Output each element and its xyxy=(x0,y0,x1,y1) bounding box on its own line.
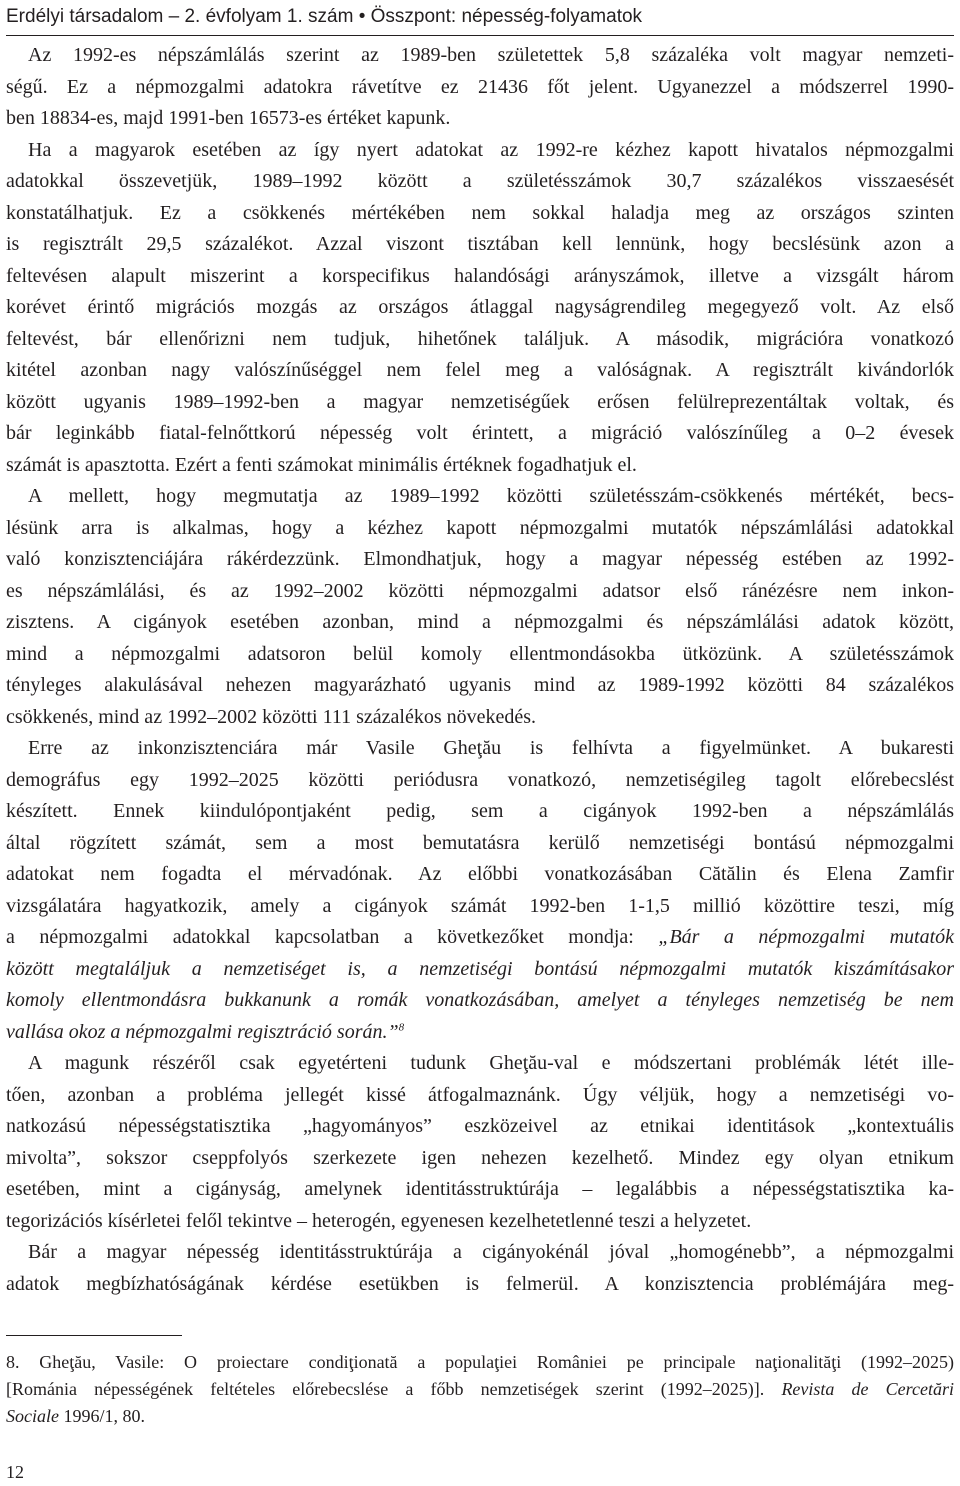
text-line xyxy=(6,1237,954,1269)
text-line xyxy=(6,1206,954,1238)
footnote-line xyxy=(6,1349,954,1376)
line-text: vallása okoz a népmozgalmi regisztráció során.” xyxy=(6,1020,399,1043)
text-line xyxy=(6,733,954,765)
text-line xyxy=(6,1174,954,1206)
line-text: tegorizációs kísérletei felől tekintve – heterogén, egyenesen kezelhetetlenné teszi a helyzetet. xyxy=(6,1209,752,1232)
line-text: adatok megbízhatóságának kérdése esetükben is felmerül. A konzisztencia problémájára meg- xyxy=(6,1272,954,1295)
line-text: vizsgálatára hagyatkozik, amely a cigányok számát 1992-ben 1-1,5 millió közöttire teszi, míg xyxy=(6,894,954,917)
text-line xyxy=(6,796,954,828)
text-line xyxy=(6,702,954,734)
line-text: között megtaláljuk a nemzetiséget is, a nemzetiségi bontású népmozgalmi mutatók kiszámításakor xyxy=(6,957,954,980)
line-text: számát is apasztotta. Ezért a fenti számokat minimális értéknek fogadhatjuk el. xyxy=(6,453,637,476)
text-line xyxy=(6,198,954,230)
text-line xyxy=(6,922,954,954)
line-text: es népszámlálási, és az 1992–2002 közötti népmozgalmi adatsor első ránézésre nem inkon- xyxy=(6,579,954,602)
line-text: ben 18834-es, majd 1991-ben 16573-es értéket kapunk. xyxy=(6,107,451,129)
line-text: mivolta”, sokszor cseppfolyós szerkezete igen nehezen kezelhető. Mindez egy olyan etnikum xyxy=(6,1146,954,1169)
text-line xyxy=(6,513,954,545)
text-line xyxy=(6,103,954,135)
text-line xyxy=(6,985,954,1017)
text-line xyxy=(6,72,954,104)
text-line xyxy=(6,261,954,293)
text-line xyxy=(6,229,954,261)
page-number: 12 xyxy=(6,1462,24,1482)
text-line xyxy=(6,954,954,986)
line-text: feltevésen alapult miszerint a korspecifikus halandósági arányszámok, illetve a vizsgált három xyxy=(6,264,954,287)
line-text: való konzisztenciájára rákérdezzünk. Elmondhatjuk, hogy a magyar népesség estében az 1992- xyxy=(6,548,954,570)
text-line xyxy=(6,135,954,167)
line-text: Bár a magyar népesség identitásstruktúrája a cigányokénál jóval „homogénebb”, a népmozgalmi xyxy=(28,1241,954,1263)
line-text: demográfus egy 1992–2025 közötti periódusra vonatkozó, nemzetiségileg tagolt előrebecslést xyxy=(6,768,954,791)
line-text: komoly ellentmondásra bukkanunk a romák vonatkozásában, amelyet a tényleges nemzetiség be nem xyxy=(6,989,954,1011)
line-text: a népmozgalmi adatokkal kapcsolatban a következőket mondja: xyxy=(6,926,659,948)
footnote xyxy=(6,1349,954,1430)
line-text: A magunk részéről csak egyetérteni tudunk Gheţău-val e módszertani problémák létét ille- xyxy=(28,1052,954,1074)
text-line xyxy=(6,544,954,576)
line-text: Erre az inkonzisztenciára már Vasile Gheţău is felhívta a figyelmünket. A bukaresti xyxy=(28,737,954,759)
line-text: adatokat nem fogadta el mérvadónak. Az előbbi vonatkozásában Cătălin és Elena Zamfir xyxy=(6,863,954,885)
footnote-marker: 8 xyxy=(398,1020,405,1033)
footnote-rule xyxy=(6,1335,182,1336)
text-line xyxy=(6,1048,954,1080)
running-head: Erdélyi társadalom – 2. évfolyam 1. szám • Összpont: népesség-folyamatok xyxy=(6,6,643,27)
header-rule xyxy=(6,35,954,36)
text-line xyxy=(6,828,954,860)
line-text: zisztens. A cigányok esetében azonban, mind a népmozgalmi és népszámlálási adatok között, xyxy=(6,611,954,633)
line-text: A mellett, hogy megmutatja az 1989–1992 közötti születésszám-csökkenés mértékét, becs- xyxy=(28,485,954,507)
line-text: korévet érintő migrációs mozgás az országos átlaggal nagyságrendileg megegyező volt. Az első xyxy=(6,296,954,318)
text-line xyxy=(6,639,954,671)
line-text: által rögzített számát, sem a most bemutatásra kerülő nemzetiségi bontású népmozgalmi xyxy=(6,831,954,854)
citation-detail: 1996/1, 80. xyxy=(58,1406,145,1426)
footnote-line xyxy=(6,1376,954,1403)
footnote-text: Sociale xyxy=(6,1406,59,1426)
text-line xyxy=(6,1143,954,1175)
text-line xyxy=(6,1269,954,1301)
text-line xyxy=(6,891,954,923)
quote-text: „Bár a népmozgalmi mutatók xyxy=(658,926,954,948)
line-text: tően, azonban a probléma jellegét kissé átfogalmaznánk. Úgy véljük, hogy a nemzetiségi vo- xyxy=(6,1083,954,1106)
footnote-text: [Románia népességének feltételes előrebecslése a főbb nemzetiségek szerint (1992–2025)]. xyxy=(6,1379,782,1399)
line-text: natkozású népességstatisztika „hagyományos” eszközeivel az etnikai identitások „kontextuális xyxy=(6,1115,954,1137)
text-line xyxy=(6,355,954,387)
text-line xyxy=(6,765,954,797)
text-line xyxy=(6,450,954,482)
line-text: adatokkal összevetjük, 1989–1992 között a születésszámok 30,7 százalékos visszaesését xyxy=(6,170,954,192)
line-text: esetében, mint a cigányság, amelynek identitásstruktúrája – legalábbis a népességstatisztika ka- xyxy=(6,1178,954,1200)
text-line xyxy=(6,418,954,450)
line-text: tényleges alakulásával nehezen magyarázható ugyanis mind az 1989-1992 közötti 84 százalékos xyxy=(6,674,954,696)
line-text: mind a népmozgalmi adatsoron belül komoly ellentmondásokba ütközünk. A születésszámok xyxy=(6,642,954,665)
text-line xyxy=(6,1017,954,1049)
line-text: konstatálhatjuk. Ez a csökkenés mértékében nem sokkal haladja meg az országos szinten xyxy=(6,201,954,224)
text-line xyxy=(6,1080,954,1112)
text-line xyxy=(6,670,954,702)
body-text xyxy=(6,40,954,1300)
line-text: is regisztrált 29,5 százalékot. Azzal viszont tisztában kell lennünk, hogy becslésünk azon a xyxy=(6,233,954,255)
line-text: lésünk arra is alkalmas, hogy a kézhez kapott népmozgalmi mutatók népszámlálási adatokkal xyxy=(6,516,954,539)
line-text: készített. Ennek kiindulópontjaként pedig, sem a cigányok 1992-ben a népszámlálás xyxy=(6,800,954,822)
text-line xyxy=(6,387,954,419)
line-text: kitétel azonban nagy valószínűséggel nem felel meg a valóságnak. A regisztrált kivándorlók xyxy=(6,359,954,381)
line-text: ségű. Ez a népmozgalmi adatokra rávetítve ez 21436 főt jelent. Ugyanezzel a módszerrel 1990- xyxy=(6,75,954,98)
line-text: feltevést, bár ellenőrizni nem tudjuk, hihetőnek találjuk. A második, migrációra vonatkozó xyxy=(6,327,954,350)
text-line xyxy=(6,292,954,324)
line-text: Ha a magyarok esetében az így nyert adatokat az 1992-re kézhez kapott hivatalos népmozgalmi xyxy=(28,138,954,161)
text-line xyxy=(6,607,954,639)
line-text: bár leginkább fiatal-felnőttkorú népesség volt érintett, a migráció valószínűleg a 0–2 évesek xyxy=(6,422,954,444)
journal-title: Revista de Cercetări xyxy=(781,1379,954,1399)
text-line xyxy=(6,1111,954,1143)
line-text: csökkenés, mind az 1992–2002 közötti 111 százalékos növekedés. xyxy=(6,705,537,728)
text-line xyxy=(6,40,954,72)
text-line xyxy=(6,166,954,198)
text-line xyxy=(6,859,954,891)
footnote-line xyxy=(6,1403,954,1430)
text-line xyxy=(6,324,954,356)
line-text: között ugyanis 1989–1992-ben a magyar nemzetiségűek erősen felülreprezentáltak voltak, és xyxy=(6,390,954,413)
text-line xyxy=(6,576,954,608)
text-line xyxy=(6,481,954,513)
footnote-text: 8. Gheţău, Vasile: O proiectare condiţionată a populaţiei României pe principale naţionalităţi (1992–2025) xyxy=(6,1352,954,1372)
line-text: Az 1992-es népszámlálás szerint az 1989-ben születettek 5,8 százaléka volt magyar nemzeti- xyxy=(28,44,954,66)
